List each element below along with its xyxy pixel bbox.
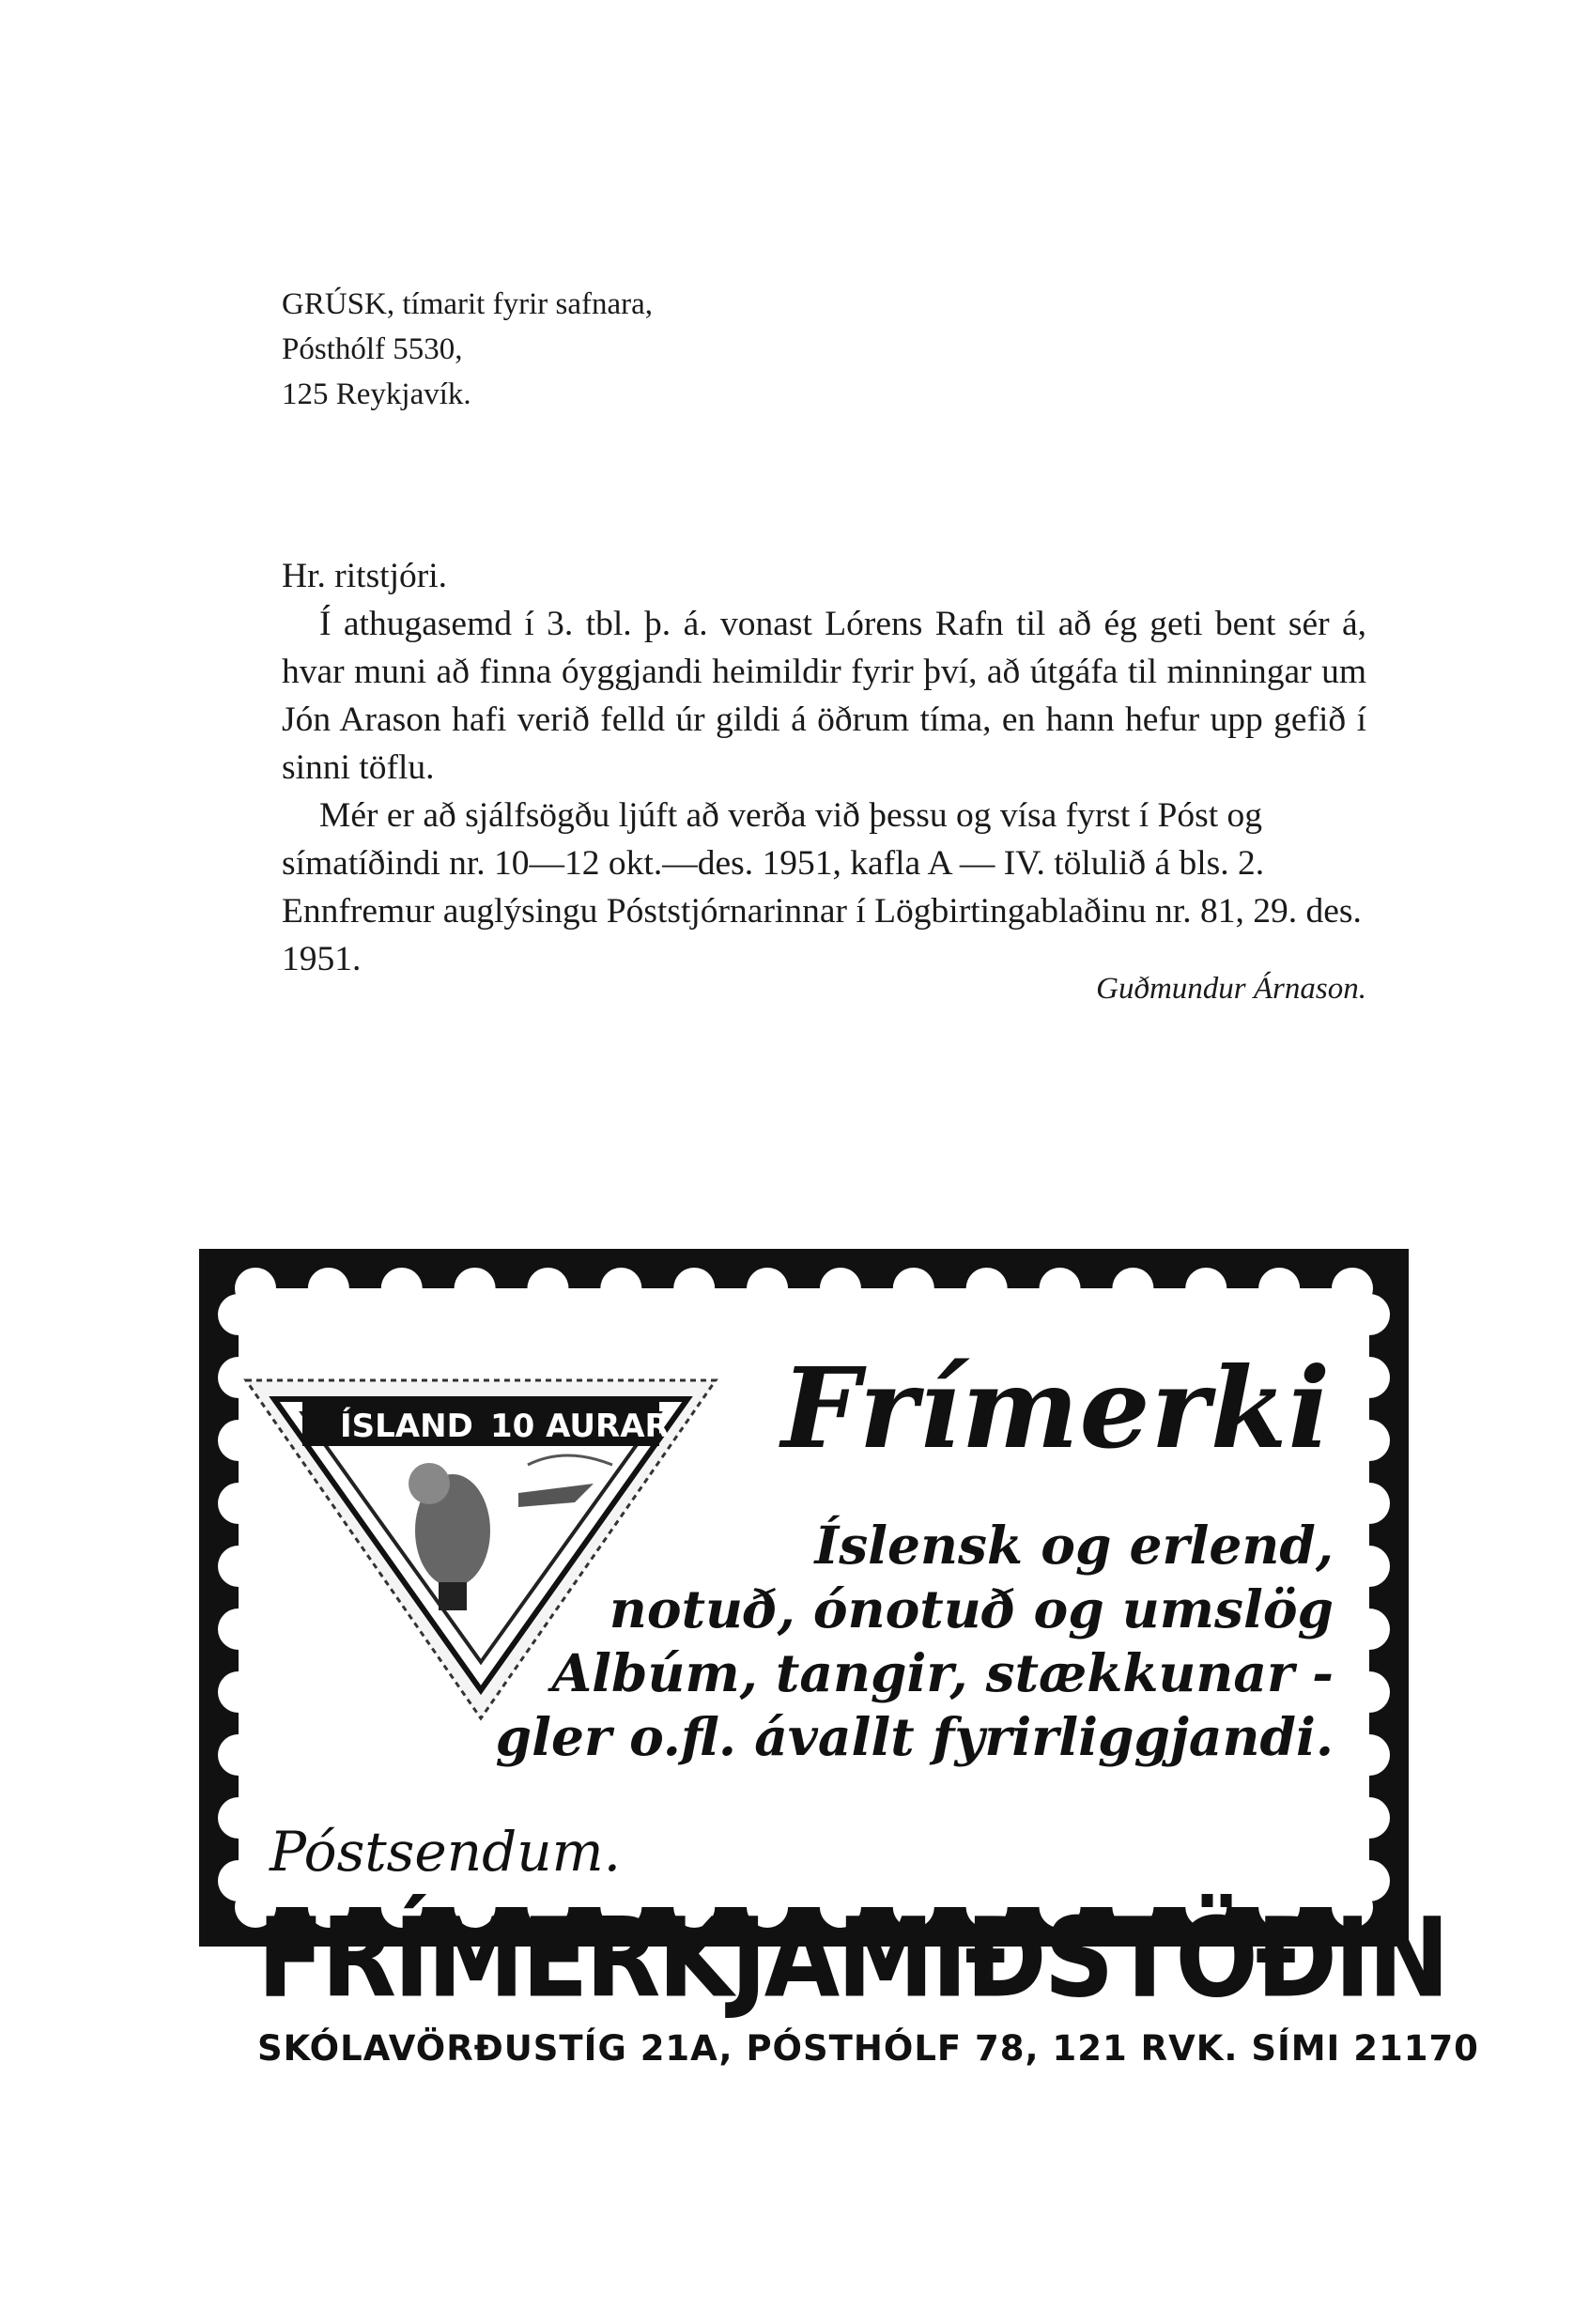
letter-paragraph-2: Mér er að sjálfsögðu ljúft að verða við þessu og vísa fyrst í Póst og símatíðindi nr. 10—12 okt.—des. 1951, kafla A — IV. tölulið á bls. 2. Ennfremur auglýsingu Póststjórnarinnar í Lögbirtingablaðinu nr. 81, 29. des. 1951.	[282, 796, 1362, 978]
signature: Guðmundur Árnason.	[1096, 972, 1366, 1006]
ad-line-3: Albúm, tangir, stækkunar -	[551, 1642, 1334, 1703]
stamp-advertisement	[199, 1249, 1479, 2069]
ad-company-address: SKÓLAVÖRÐUSTÍG 21A, PÓSTHÓLF 78, 121 RVK. SÍMI 21170	[257, 2028, 1479, 2069]
letter-paragraph-1: Í athugasemd í 3. tbl. þ. á. vonast Lórens Rafn til að ég geti bent sér á, hvar muni að finna óyggjandi heimildir fyrir því, að útgáfa til minningar um Jón Arason hafi verið felld úr gildi á öðrum tíma, en hann hefur upp gefið í sinni töflu.	[282, 605, 1366, 787]
stamp-value-text: 10 AURAR	[490, 1408, 670, 1445]
address-line-1: GRÚSK, tímarit fyrir safnara,	[282, 287, 653, 321]
ad-mail-order: Póstsendum.	[270, 1820, 622, 1884]
ad-description	[496, 1514, 1334, 1769]
ad-line-2: notuð, ónotuð og umslög	[609, 1578, 1334, 1639]
stamp-country-text: ÍSLAND	[340, 1408, 473, 1445]
recipient-address	[282, 282, 653, 417]
ad-line-4: gler o.fl. ávallt fyrirliggjandi.	[495, 1706, 1334, 1767]
ad-company-name: FRÍMERKJAMIÐSTÖÐIN	[257, 1893, 1447, 2023]
salutation: Hr. ritstjóri.	[282, 557, 448, 595]
ad-title: Frímerki	[781, 1343, 1332, 1473]
address-line-3: 125 Reykjavík.	[282, 377, 471, 411]
ad-line-1: Íslensk og erlend,	[814, 1515, 1334, 1576]
letter-body	[282, 552, 1366, 983]
address-line-2: Pósthólf 5530,	[282, 332, 463, 366]
